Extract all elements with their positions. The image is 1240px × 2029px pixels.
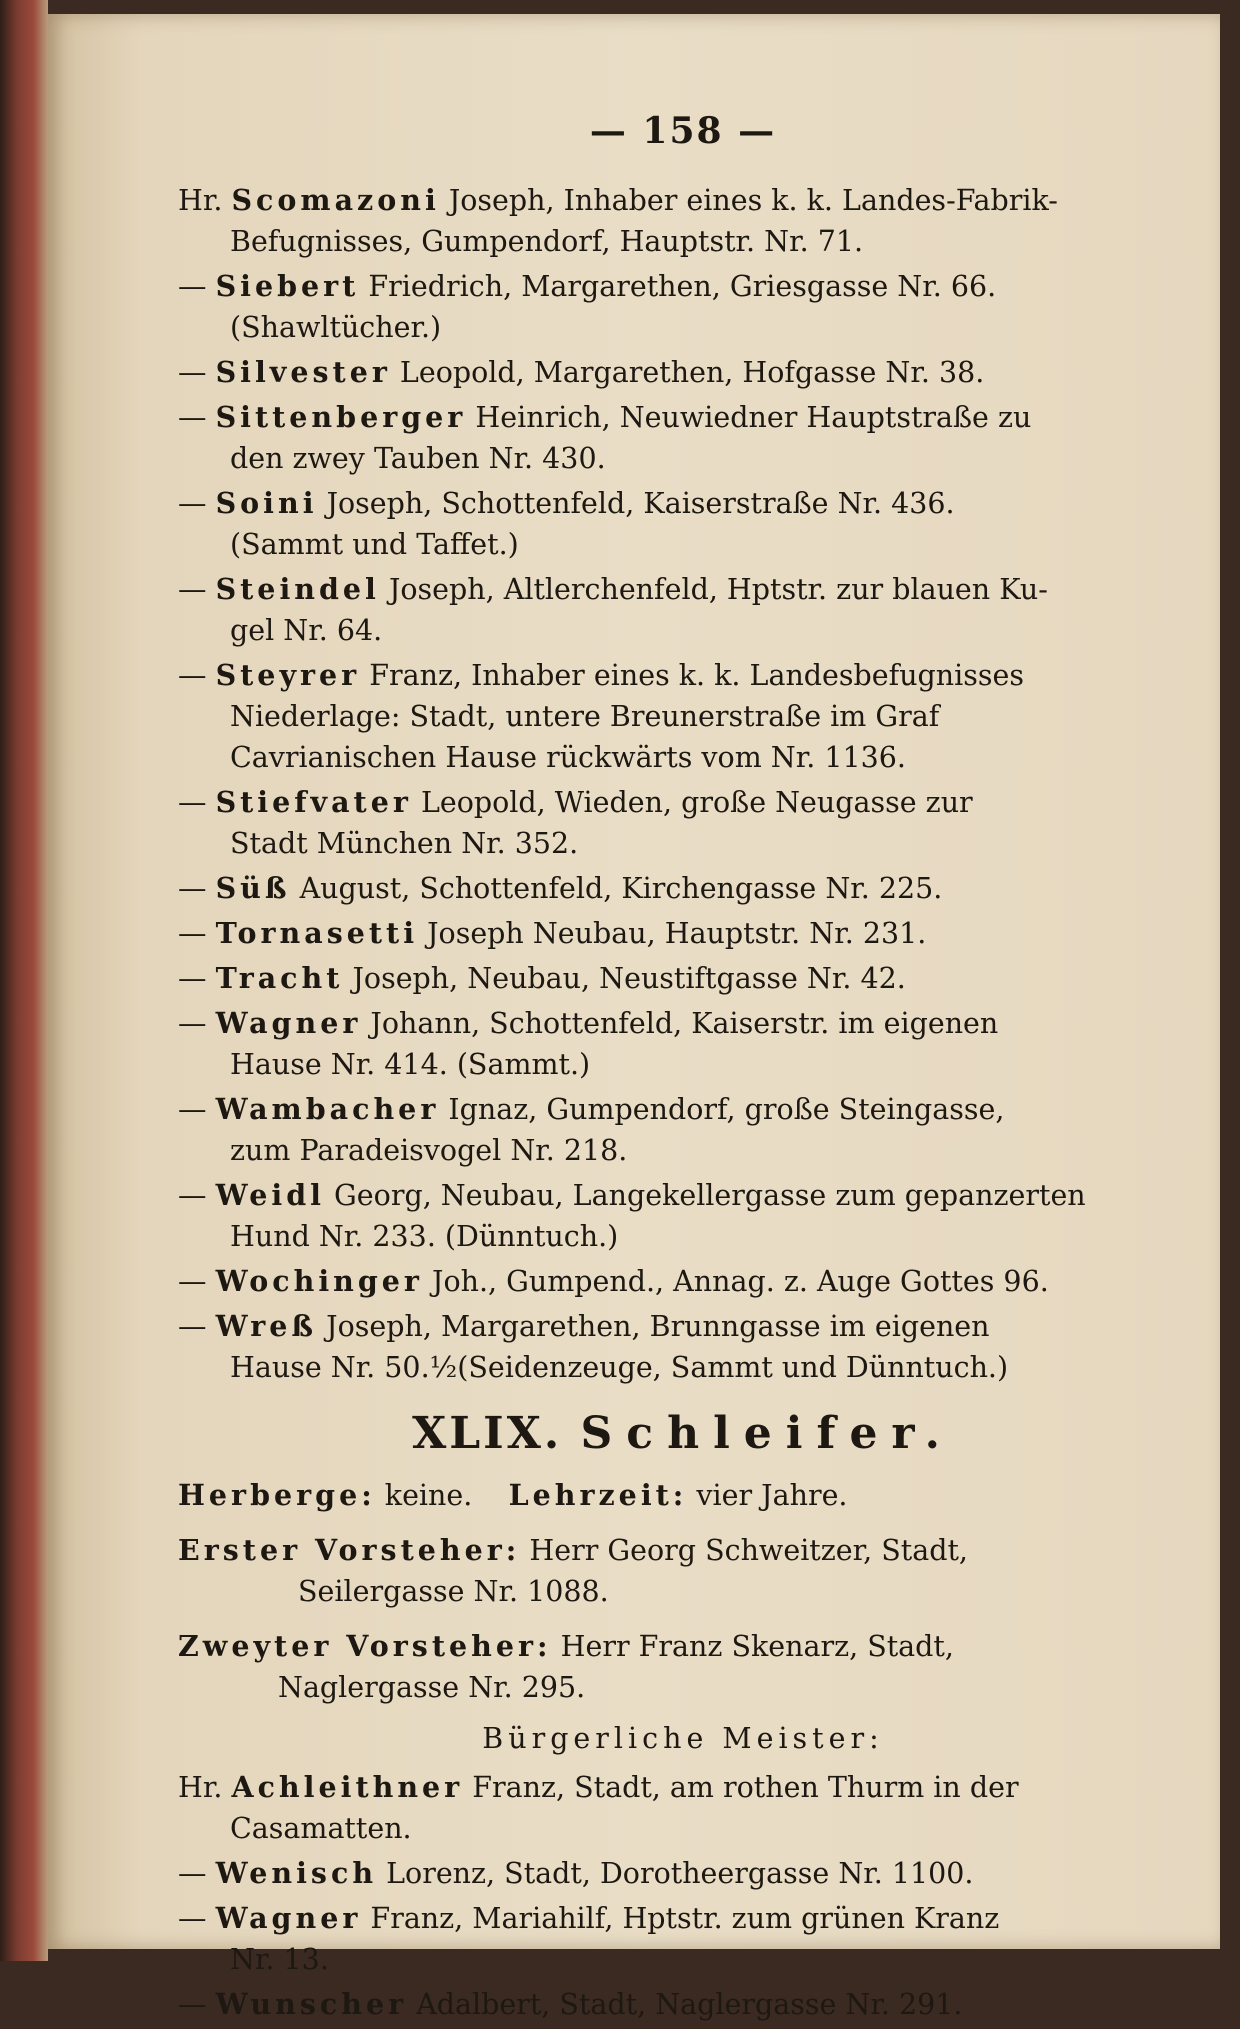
entry-line2: den zwey Tauben Nr. 430. bbox=[230, 442, 606, 475]
directory-entry bbox=[178, 483, 1188, 565]
entry-line1: Joseph, Neubau, Neustiftgasse Nr. 42. bbox=[352, 962, 906, 995]
directory-entry bbox=[178, 868, 1188, 909]
entry-prefix: — bbox=[178, 1988, 207, 2021]
directory-entry bbox=[178, 1306, 1188, 1388]
master-entry bbox=[178, 1853, 1188, 1894]
second-vorsteher-label: Zweyter Vorsteher: bbox=[178, 1629, 552, 1663]
entry-name: Weidl bbox=[215, 1178, 325, 1212]
section-title bbox=[178, 1408, 1188, 1459]
master-entry bbox=[178, 1898, 1188, 1980]
entry-prefix: — bbox=[178, 1179, 207, 1212]
entry-line2: (Sammt und Taffet.) bbox=[230, 528, 519, 561]
entry-line2: gel Nr. 64. bbox=[230, 614, 383, 647]
second-vorsteher-line2: Naglergasse Nr. 295. bbox=[278, 1671, 586, 1704]
entry-line1: Ignaz, Gumpendorf, große Steingasse, bbox=[448, 1093, 1005, 1126]
entry-line2: Niederlage: Stadt, untere Breunerstraße im Graf bbox=[230, 700, 940, 733]
directory-entry bbox=[178, 655, 1188, 778]
entry-line1: Georg, Neubau, Langekellergasse zum gepanzerten bbox=[334, 1179, 1086, 1212]
directory-entry bbox=[178, 1175, 1188, 1257]
entry-prefix: — bbox=[178, 573, 207, 606]
entry-name: Wochinger bbox=[215, 1264, 423, 1298]
entry-prefix: — bbox=[178, 917, 207, 950]
entry-prefix: — bbox=[178, 487, 207, 520]
entry-line1: August, Schottenfeld, Kirchengasse Nr. 225. bbox=[299, 872, 943, 905]
directory-entry bbox=[178, 180, 1188, 262]
book-page bbox=[48, 14, 1220, 2021]
entry-line2: zum Paradeisvogel Nr. 218. bbox=[230, 1134, 628, 1167]
entry-line2: (Shawltücher.) bbox=[230, 311, 442, 344]
entry-prefix: — bbox=[178, 659, 207, 692]
entry-line2: Hause Nr. 50.½(Seidenzeuge, Sammt und Dünntuch.) bbox=[230, 1351, 1009, 1384]
directory-entry bbox=[178, 913, 1188, 954]
herberge-line bbox=[178, 1475, 1188, 1516]
entry-line3: Cavrianischen Hause rückwärts vom Nr. 1136. bbox=[230, 741, 906, 774]
entry-name: Achleithner bbox=[231, 1770, 464, 1804]
lehrzeit-label: Lehrzeit: bbox=[508, 1478, 688, 1512]
entry-line1: Franz, Stadt, am rothen Thurm in der bbox=[472, 1771, 1019, 1804]
entry-prefix: Hr. bbox=[178, 1771, 223, 1804]
entry-name: Sittenberger bbox=[215, 400, 467, 434]
first-vorsteher-label: Erster Vorsteher: bbox=[178, 1533, 521, 1567]
entry-prefix: — bbox=[178, 962, 207, 995]
directory-entry bbox=[178, 782, 1188, 864]
entry-line2: Hund Nr. 233. (Dünntuch.) bbox=[230, 1220, 619, 1253]
directory-entry bbox=[178, 958, 1188, 999]
directory-entry bbox=[178, 266, 1188, 348]
entry-name: Wagner bbox=[215, 1901, 362, 1935]
entry-name: Silvester bbox=[215, 355, 391, 389]
entry-name: Steindel bbox=[215, 572, 380, 606]
entry-line1: Joseph, Inhaber eines k. k. Landes-Fabrik- bbox=[448, 184, 1058, 217]
entry-prefix: — bbox=[178, 1093, 207, 1126]
directory-entry bbox=[178, 1003, 1188, 1085]
entry-name: Soini bbox=[215, 486, 318, 520]
section-numeral: XLIX. bbox=[412, 1408, 563, 1459]
entry-line1: Joseph, Schottenfeld, Kaiserstraße Nr. 436. bbox=[326, 487, 955, 520]
entry-line1: Adalbert, Stadt, Naglergasse Nr. 291. bbox=[416, 1988, 963, 2021]
entry-name: Wambacher bbox=[215, 1092, 440, 1126]
first-vorsteher-line2: Seilergasse Nr. 1088. bbox=[298, 1575, 609, 1608]
entry-name: Wreß bbox=[215, 1309, 318, 1343]
entry-name: Siebert bbox=[215, 269, 360, 303]
second-vorsteher bbox=[178, 1626, 1188, 1708]
entries-list bbox=[178, 180, 1188, 1388]
entry-prefix: — bbox=[178, 401, 207, 434]
page-number: — 158 — bbox=[589, 110, 777, 152]
entry-line1: Leopold, Margarethen, Hofgasse Nr. 38. bbox=[399, 356, 985, 389]
master-entry bbox=[178, 1984, 1188, 2025]
directory-entry bbox=[178, 352, 1188, 393]
entry-line1: Leopold, Wieden, große Neugasse zur bbox=[420, 786, 973, 819]
herberge-label: Herberge: bbox=[178, 1478, 376, 1512]
entry-line1: Friedrich, Margarethen, Griesgasse Nr. 66. bbox=[368, 270, 997, 303]
entry-name: Wenisch bbox=[215, 1856, 378, 1890]
entry-prefix: — bbox=[178, 1265, 207, 1298]
entry-line1: Franz, Inhaber eines k. k. Landesbefugnisses bbox=[369, 659, 1025, 692]
first-vorsteher-line1: Herr Georg Schweitzer, Stadt, bbox=[529, 1534, 968, 1567]
entry-name: Wagner bbox=[215, 1006, 362, 1040]
directory-entry bbox=[178, 569, 1188, 651]
entry-name: Steyrer bbox=[215, 658, 361, 692]
second-vorsteher-line1: Herr Franz Skenarz, Stadt, bbox=[560, 1630, 954, 1663]
entry-line1: Joseph, Altlerchenfeld, Hptstr. zur blauen Ku- bbox=[388, 573, 1048, 606]
entry-line1: Johann, Schottenfeld, Kaiserstr. im eigenen bbox=[370, 1007, 999, 1040]
entry-name: Tracht bbox=[215, 961, 344, 995]
lehrzeit-value: vier Jahre. bbox=[696, 1479, 848, 1512]
masters-heading: Bürgerliche Meister: bbox=[482, 1722, 884, 1755]
directory-entry bbox=[178, 1261, 1188, 1302]
entry-line1: Lorenz, Stadt, Dorotheergasse Nr. 1100. bbox=[386, 1857, 974, 1890]
page-text bbox=[178, 110, 1188, 2029]
entry-prefix: — bbox=[178, 1902, 207, 1935]
entry-prefix: Hr. bbox=[178, 184, 223, 217]
entry-line1: Franz, Mariahilf, Hptstr. zum grünen Kranz bbox=[370, 1902, 1000, 1935]
entry-line1: Joseph, Margarethen, Brunngasse im eigenen bbox=[326, 1310, 990, 1343]
directory-entry bbox=[178, 1089, 1188, 1171]
entry-prefix: — bbox=[178, 1007, 207, 1040]
entry-prefix: — bbox=[178, 872, 207, 905]
first-vorsteher bbox=[178, 1530, 1188, 1612]
entry-line2: Stadt München Nr. 352. bbox=[230, 827, 579, 860]
entry-line1: Heinrich, Neuwiedner Hauptstraße zu bbox=[475, 401, 1032, 434]
entry-line2: Hause Nr. 414. (Sammt.) bbox=[230, 1048, 591, 1081]
entry-prefix: — bbox=[178, 1310, 207, 1343]
herberge-value: keine. bbox=[384, 1479, 473, 1512]
master-entry bbox=[178, 1767, 1188, 1849]
entry-prefix: — bbox=[178, 270, 207, 303]
masters-list bbox=[178, 1767, 1188, 2025]
entry-line1: Joseph Neubau, Hauptstr. Nr. 231. bbox=[427, 917, 927, 950]
section-word: Schleifer. bbox=[580, 1408, 954, 1459]
entry-line1: Joh., Gumpend., Annag. z. Auge Gottes 96. bbox=[432, 1265, 1049, 1298]
entry-name: Stiefvater bbox=[215, 785, 412, 819]
entry-line2: Casamatten. bbox=[230, 1812, 412, 1845]
entry-line2: Nr. 13. bbox=[230, 1943, 329, 1976]
entry-name: Süß bbox=[215, 871, 291, 905]
directory-entry bbox=[178, 397, 1188, 479]
entry-name: Wunscher bbox=[215, 1987, 408, 2021]
entry-prefix: — bbox=[178, 786, 207, 819]
entry-name: Scomazoni bbox=[231, 183, 440, 217]
entry-name: Tornasetti bbox=[215, 916, 419, 950]
entry-prefix: — bbox=[178, 1857, 207, 1890]
entry-line2: Befugnisses, Gumpendorf, Hauptstr. Nr. 71. bbox=[230, 225, 864, 258]
entry-prefix: — bbox=[178, 356, 207, 389]
book-binding bbox=[0, 0, 48, 1961]
